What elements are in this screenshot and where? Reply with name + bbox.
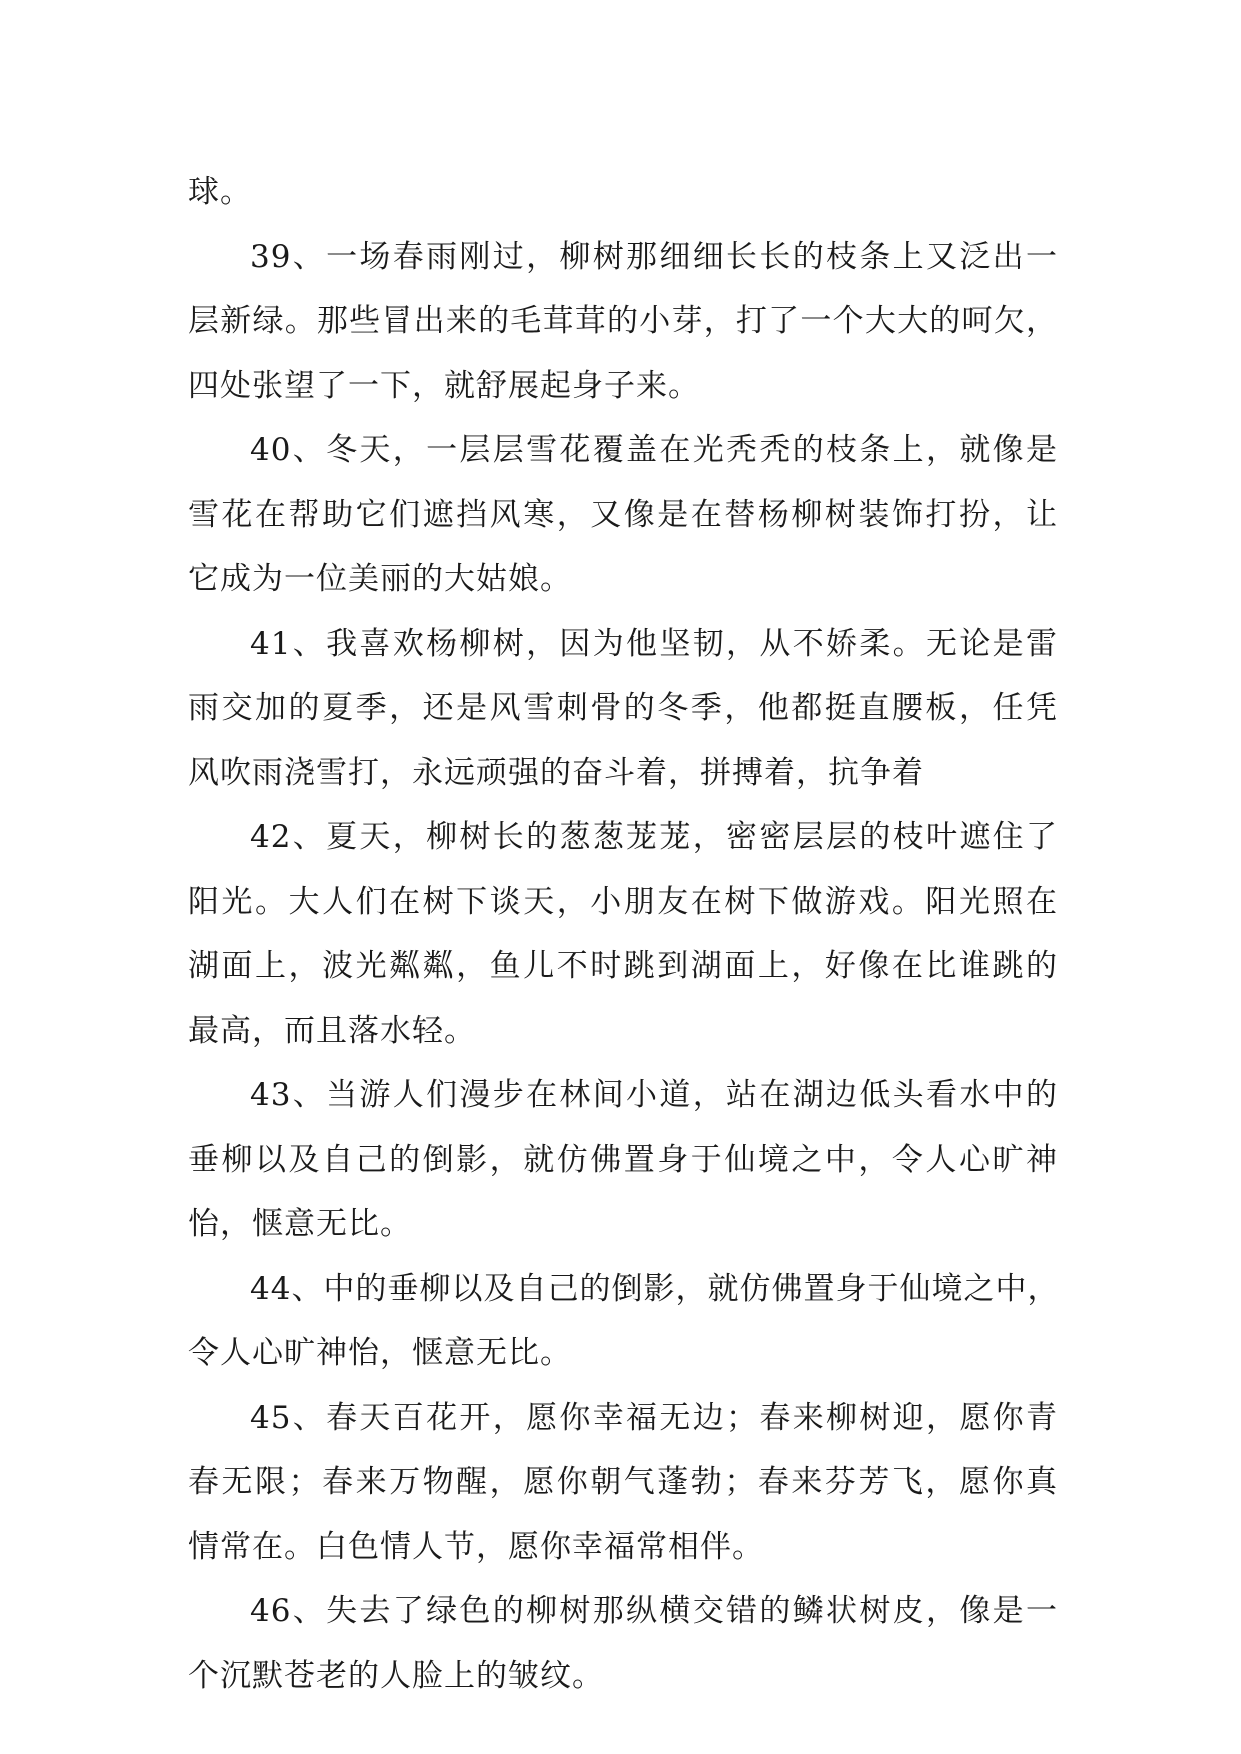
text-line: 46、失去了绿色的柳树那纵横交错的鳞状树皮，像是一 (250, 1593, 1058, 1629)
paragraph-45 (188, 1386, 1058, 1580)
text-line: 怡，惬意无比。 (188, 1206, 412, 1242)
text-line: 垂柳以及自己的倒影，就仿佛置身于仙境之中，令人心旷神 (188, 1141, 1058, 1178)
document-body (188, 160, 1058, 1708)
text-line: 四处张望了一下，就舒展起身子来。 (188, 367, 700, 404)
paragraph-42 (188, 805, 1058, 1063)
text-line: 湖面上，波光粼粼，鱼儿不时跳到湖面上，好像在比谁跳的 (188, 948, 1058, 984)
text-line: 层新绿。那些冒出来的毛茸茸的小芽，打了一个大大的呵欠， (188, 303, 1058, 339)
paragraph-44 (188, 1257, 1058, 1386)
paragraph-46 (188, 1579, 1058, 1708)
text-line: 情常在。白色情人节，愿你幸福常相伴。 (188, 1528, 764, 1565)
paragraph-38-tail (188, 160, 1058, 225)
text-line: 41、我喜欢杨柳树，因为他坚韧，从不娇柔。无论是雷 (250, 625, 1058, 662)
text-line: 令人心旷神怡，惬意无比。 (188, 1335, 572, 1371)
text-line: 雪花在帮助它们遮挡风寒，又像是在替杨柳树装饰打扮，让 (188, 496, 1058, 533)
text-line: 球。 (188, 174, 252, 210)
text-line: 个沉默苍老的人脸上的皱纹。 (188, 1657, 604, 1694)
text-line: 42、夏天，柳树长的葱葱茏茏，密密层层的枝叶遮住了 (250, 819, 1058, 855)
text-line: 它成为一位美丽的大姑娘。 (188, 561, 572, 597)
text-line: 阳光。大人们在树下谈天，小朋友在树下做游戏。阳光照在 (188, 883, 1058, 920)
text-line: 43、当游人们漫步在林间小道，站在湖边低头看水中的 (250, 1077, 1058, 1113)
text-line: 风吹雨浇雪打，永远顽强的奋斗着，拼搏着，抗争着 (188, 754, 924, 791)
paragraph-41 (188, 612, 1058, 806)
text-line: 40、冬天，一层层雪花覆盖在光秃秃的枝条上，就像是 (250, 432, 1058, 468)
text-line: 45、春天百花开，愿你幸福无边；春来柳树迎，愿你青 (250, 1399, 1058, 1436)
paragraph-40 (188, 418, 1058, 612)
text-line: 39、一场春雨刚过，柳树那细细长长的枝条上又泛出一 (250, 238, 1058, 275)
paragraph-39 (188, 225, 1058, 419)
paragraph-43 (188, 1063, 1058, 1257)
text-line: 雨交加的夏季，还是风雪刺骨的冬季，他都挺直腰板，任凭 (188, 690, 1058, 726)
text-line: 春无限；春来万物醒，愿你朝气蓬勃；春来芬芳飞，愿你真 (188, 1464, 1058, 1500)
text-line: 最高，而且落水轻。 (188, 1012, 476, 1049)
text-line: 44、中的垂柳以及自己的倒影，就仿佛置身于仙境之中， (250, 1270, 1060, 1307)
